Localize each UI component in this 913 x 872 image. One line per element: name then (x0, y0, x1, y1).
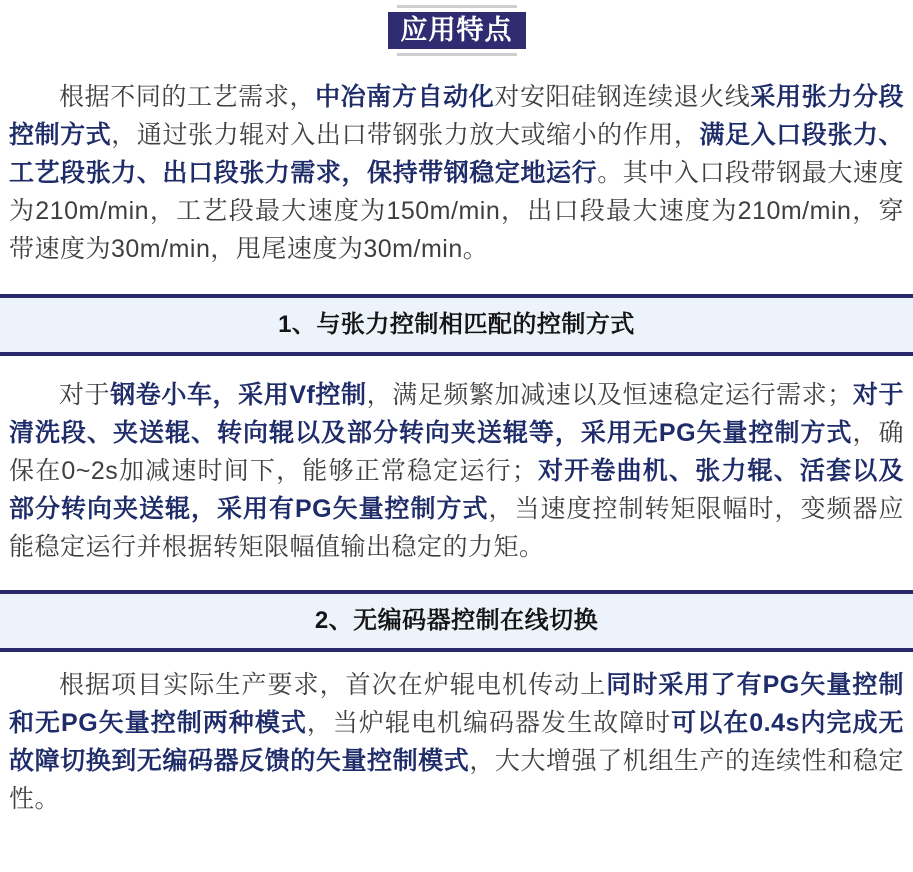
text-segment: 对于清洗段、夹送辊、转向辊以及部分转向夹送辊等，采用无PG矢量控制方式 (9, 381, 904, 447)
text-segment: ，满足频繁加减速以及恒速稳定运行需求； (366, 381, 853, 409)
text-segment: 可以在0.4s内完成无故障切换到无编码器反馈的矢量控制模式 (9, 709, 904, 775)
paragraph-encoderless-switching (9, 666, 904, 818)
text-segment: ，当炉辊电机编码器发生故障时 (306, 709, 672, 737)
paragraph-control-methods (9, 376, 904, 566)
decorative-line-bottom (397, 53, 517, 56)
title-badge (388, 12, 526, 49)
text-segment: 中冶南方自动化 (315, 83, 495, 111)
text-segment: 对于 (59, 381, 111, 409)
paragraph-application-overview (9, 78, 904, 268)
text-segment: 同时采用了有PG矢量控制和无PG矢量控制两种模式 (9, 671, 904, 737)
text-segment: ，大大增强了机组生产的连续性和稳定性。 (9, 747, 904, 813)
title-badge-area (0, 0, 913, 56)
text-segment: 钢卷小车，采用Vf控制 (110, 381, 367, 409)
text-segment: ，通过张力辊对入出口带钢张力放大或缩小的作用， (111, 121, 700, 149)
section-title: 1、与张力控制相匹配的控制方式 (278, 311, 635, 338)
text-segment: 。其中入口段带钢最大速度为210m/min，工艺段最大速度为150m/min，出口段最大速度为210m/min，穿带速度为30m/min，甩尾速度为30m/min。 (9, 159, 904, 263)
text-segment: 满足入口段张力、工艺段张力、出口段张力需求，保持带钢稳定地运行 (9, 121, 904, 187)
decorative-line-top (397, 5, 517, 8)
section-header-2 (0, 590, 913, 652)
text-segment: 采用张力分段控制方式 (9, 83, 904, 149)
text-segment: 根据不同的工艺需求， (59, 83, 316, 111)
section-title: 2、无编码器控制在线切换 (314, 607, 599, 634)
section-header-1 (0, 294, 913, 356)
text-segment: 对安阳硅钢连续退火线 (494, 83, 751, 111)
text-segment: ，确保在0~2s加减速时间下，能够正常稳定运行； (9, 419, 904, 485)
text-segment: 对开卷曲机、张力辊、活套以及部分转向夹送辊，采用有PG矢量控制方式 (9, 457, 904, 523)
text-segment: 根据项目实际生产要求，首次在炉辊电机传动上 (59, 671, 607, 699)
title-badge-label: 应用特点 (400, 15, 513, 45)
text-segment: ，当速度控制转矩限幅时，变频器应能稳定运行并根据转矩限幅值输出稳定的力矩。 (9, 495, 904, 561)
